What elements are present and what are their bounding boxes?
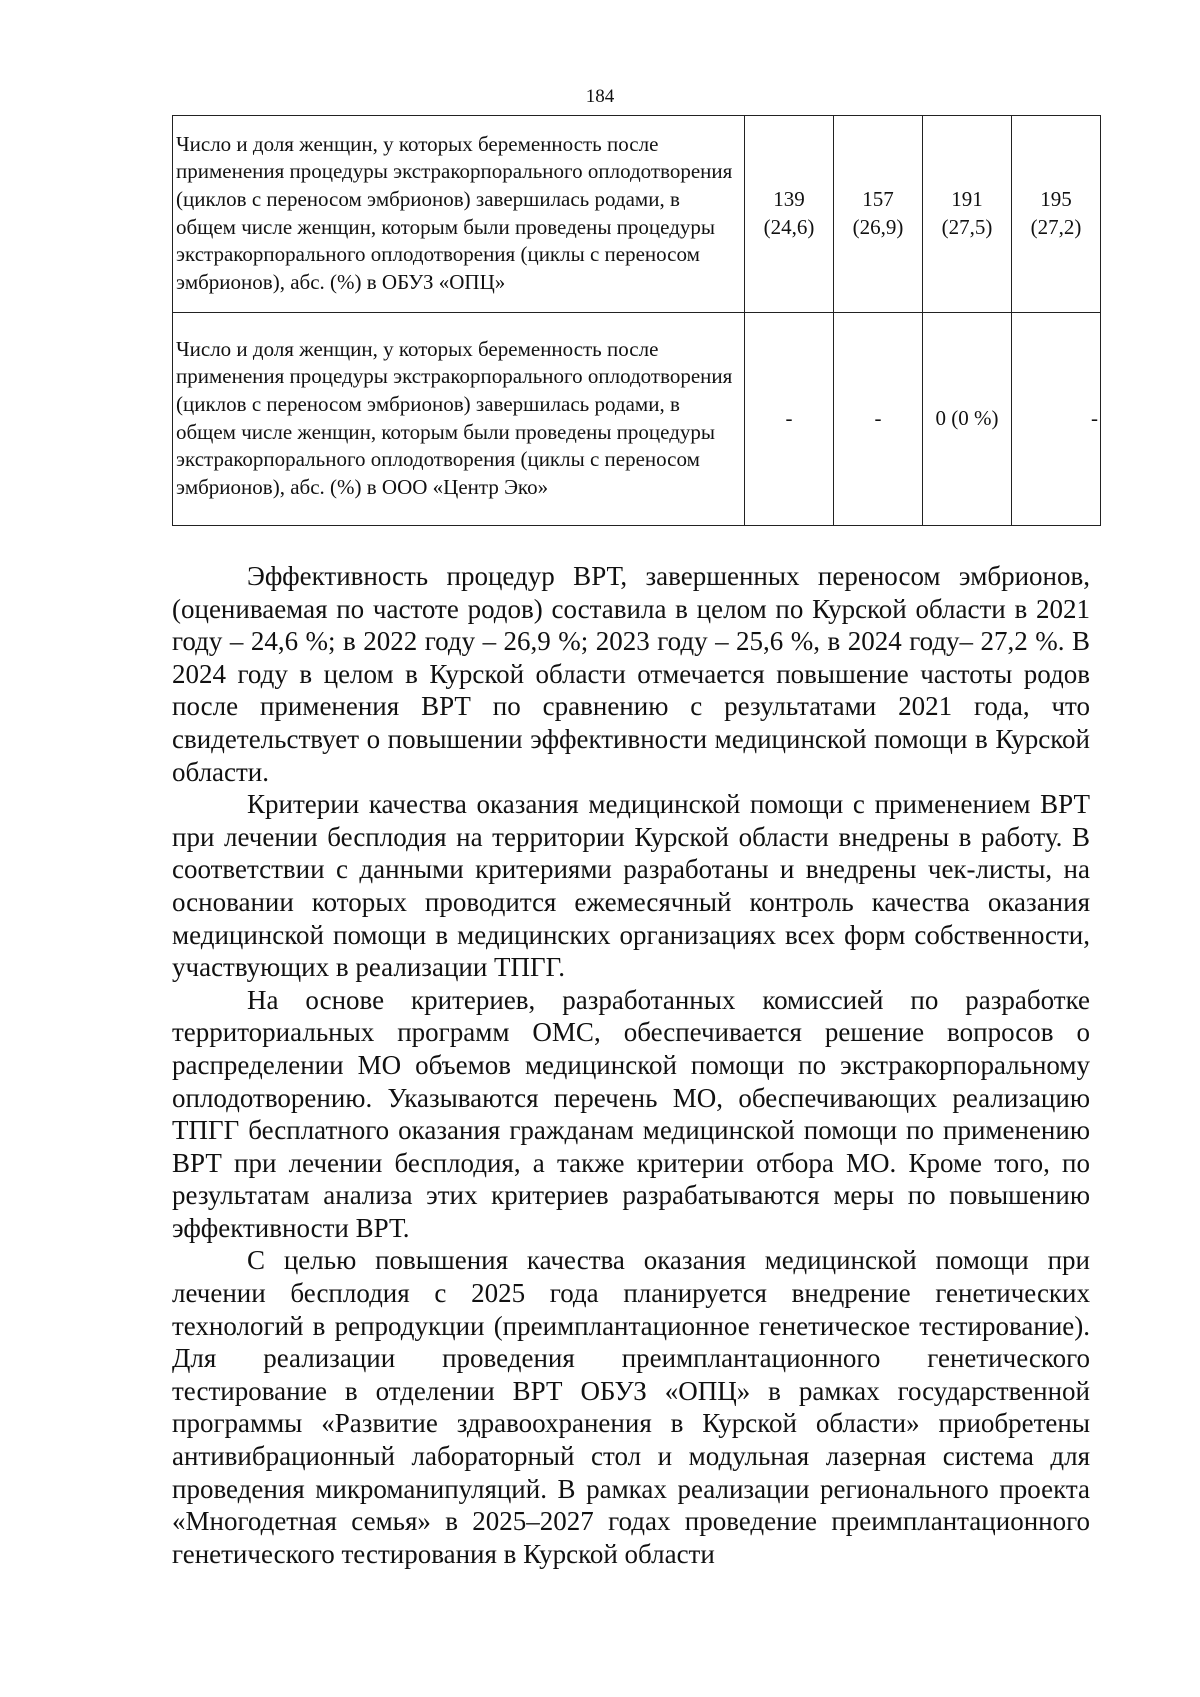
page-number: 184 [585,86,615,107]
cell-count: 195 [1040,187,1072,212]
table-cell: - [834,313,923,526]
table-cell: - [1012,313,1101,526]
data-table [172,115,1101,526]
table-cell [1012,116,1101,313]
table-cell [834,116,923,313]
cell-percent: (24,6) [763,215,815,239]
row-label: Число и доля женщин, у которых беременность после применения процедуры экстракорпорального оплодотворения (циклов с переносом эмбрионов) завершилась родами, в общем числе женщин, которым были проведены процедуры экстракорпорального оплодотворения (циклы с переносом эмбрионов), абс. (%) в ОБУЗ «ОПЦ» [173,116,745,313]
table-cell [923,116,1012,313]
table-cell: - [745,313,834,526]
cell-count: 191 [951,187,983,212]
table-row [173,116,1101,313]
body-text [172,560,1090,1570]
cell-count: 157 [862,187,894,212]
paragraph: На основе критериев, разработанных комиссией по разработке территориальных программ ОМС, обеспечивается решение вопросов о распределении МО объемов медицинской помощи по экстракорпоральному оплодотворению. Указываются перечень МО, обеспечивающих реализацию ТПГГ бесплатного оказания гражданам медицинской помощи по применению ВРТ при лечении бесплодия, а также критерии отбора МО. Кроме того, по результатам анализа этих критериев разрабатываются меры по повышению эффективности ВРТ. [172,984,1090,1243]
cell-percent: (27,2) [1030,215,1082,239]
paragraph: Эффективность процедур ВРТ, завершенных переносом эмбрионов, (оцениваемая по частоте родов) составила в целом по Курской области в 2021 году – 24,6 %; в 2022 году – 26,9 %; 2023 году – 25,6 %, в 2024 году– 27,2 %. В 2024 году в целом в Курской области отмечается повышение частоты родов после применения ВРТ по сравнению с результатами 2021 года, что свидетельствует о повышении эффективности медицинской помощи в Курской области. [172,561,1090,787]
cell-percent: (26,9) [852,215,904,239]
cell-count: 139 [773,187,805,212]
table-cell [745,116,834,313]
paragraph: Критерии качества оказания медицинской помощи с применением ВРТ при лечении бесплодия на территории Курской области внедрены в работу. В соответствии с данными критериями разработаны и внедрены чек-листы, на основании которых проводится ежемесячный контроль качества оказания медицинской помощи в медицинских организациях всех форм собственности, участвующих в реализации ТПГГ. [172,789,1090,983]
table-cell: 0 (0 %) [923,313,1012,526]
paragraph: С целью повышения качества оказания медицинской помощи при лечении бесплодия с 2025 года планируется внедрение генетических технологий в репродукции (преимплантационное генетическое тестирование). Для реализации проведения преимплантационного генетического тестирование в отделении ВРТ ОБУЗ «ОПЦ» в рамках государственной программы «Развитие здравоохранения в Курской области» приобретены антивибрационный лабораторный стол и модульная лазерная система для проведения микроманипуляций. В рамках реализации регионального проекта «Многодетная семья» в 2025–2027 годах проведение преимплантационного генетического тестирования в Курской области [172,1245,1090,1569]
table-row [173,313,1101,526]
cell-percent: (27,5) [941,215,993,239]
row-label: Число и доля женщин, у которых беременность после применения процедуры экстракорпорального оплодотворения (циклов с переносом эмбрионов) завершилась родами, в общем числе женщин, которым были проведены процедуры экстракорпорального оплодотворения (циклы с переносом эмбрионов), абс. (%) в ООО «Центр Эко» [173,313,745,526]
